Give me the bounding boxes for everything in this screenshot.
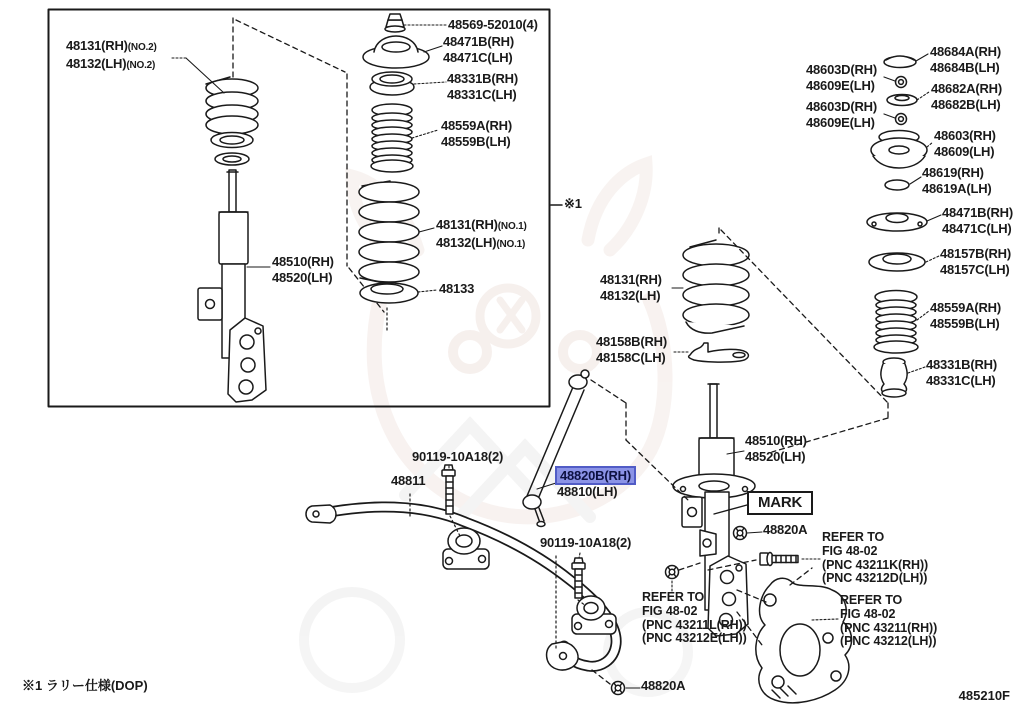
steering-knuckle (737, 568, 852, 703)
part-number-text[interactable]: 48158B(RH) (596, 334, 667, 349)
part-label-48559-right[interactable] (930, 300, 1001, 331)
refer-note-43211k (822, 531, 928, 586)
part-number-text[interactable]: 48471B(RH) (443, 34, 514, 49)
part-number-text[interactable]: 48559B(LH) (930, 315, 1000, 331)
label-line (930, 300, 1001, 316)
part-number-text[interactable]: 48132(LH) (600, 287, 661, 303)
label-line (443, 50, 514, 66)
label-line (822, 545, 928, 559)
footnote-rally-spec: ※1 ラリー仕様(DOP) (22, 678, 148, 693)
part-label-48603d-1[interactable] (806, 62, 877, 93)
refer-note-43211 (840, 594, 937, 649)
label-line (436, 217, 527, 235)
label-line (922, 165, 992, 181)
label-line (806, 62, 877, 78)
part-label-90119-left[interactable] (412, 449, 503, 465)
part-number-text[interactable]: 48603D(RH) (806, 99, 877, 114)
label-line (930, 60, 1001, 76)
label-line (806, 78, 877, 94)
part-label-48331-box[interactable] (447, 71, 518, 102)
part-label-48603d-2[interactable] (806, 99, 877, 130)
part-number-text[interactable]: 48559A(RH) (441, 118, 512, 133)
part-number-text[interactable]: 48157C(LH) (940, 261, 1010, 277)
label-line (596, 334, 667, 350)
part-number-text: (PNC 43211L(RH)) (642, 617, 747, 632)
label-line (763, 522, 807, 538)
part-number-text[interactable]: 48331B(RH) (447, 71, 518, 86)
part-number-text[interactable]: 48131(RH) (436, 217, 498, 232)
part-number-text[interactable]: 48609(LH) (934, 143, 995, 159)
label-line (642, 632, 747, 646)
label-line (641, 678, 685, 694)
part-number-text[interactable]: 48133 (439, 281, 475, 296)
figure-number: 485210F (958, 688, 1010, 703)
label-line (931, 97, 1002, 113)
part-label-48619[interactable] (922, 165, 992, 196)
part-label-48131-no2[interactable] (66, 38, 157, 73)
part-label-48820a-lower[interactable] (641, 678, 685, 694)
label-line (930, 316, 1001, 332)
label-line (441, 134, 512, 150)
part-number-text[interactable]: 48510(RH) (745, 433, 807, 448)
part-number-text[interactable]: 48520(LH) (272, 269, 333, 285)
label-line (922, 181, 992, 197)
part-number-text[interactable]: 48619(RH) (922, 165, 984, 180)
part-number-text[interactable]: 48331C(LH) (926, 372, 996, 388)
label-line (926, 373, 997, 389)
label-line (942, 221, 1013, 237)
part-number-text[interactable]: 48820B(RH) (557, 468, 634, 483)
part-number-text[interactable]: 48820A (641, 678, 686, 693)
label-line (557, 468, 634, 484)
label-line (642, 591, 747, 605)
part-number-text: (PNC 43212E(LH)) (642, 631, 747, 646)
part-label-48510-center[interactable] (745, 433, 807, 464)
part-number-text[interactable]: 48132(LH) (66, 55, 127, 71)
label-line (806, 99, 877, 115)
label-line (540, 535, 631, 551)
label-line (596, 350, 667, 366)
label-line (391, 473, 425, 489)
part-label-48157[interactable] (940, 246, 1011, 277)
part-number-text[interactable]: 48131(RH) (66, 38, 128, 53)
label-line (758, 493, 802, 513)
label-line (447, 71, 518, 87)
reference-marker-1 (564, 196, 582, 212)
part-number-text[interactable]: 90119-10A18(2) (540, 535, 632, 550)
part-number-text[interactable]: 48331B(RH) (926, 357, 997, 372)
part-number-text[interactable]: 48157B(RH) (940, 246, 1011, 261)
part-number-text[interactable]: 48811 (391, 473, 426, 488)
part-number-text: MARK (758, 494, 803, 511)
part-number-text: (PNC 43212(LH)) (840, 634, 937, 649)
part-label-48133[interactable] (439, 281, 474, 297)
part-number-text[interactable]: 48131(RH) (600, 272, 662, 287)
part-number-text[interactable]: 48569-52010(4) (448, 17, 538, 32)
part-number-text[interactable]: 48684A(RH) (930, 44, 1001, 59)
label-line (934, 144, 996, 160)
label-line (934, 128, 996, 144)
part-number-text[interactable]: 48682A(RH) (931, 81, 1002, 96)
part-number-text: ※1 (564, 196, 582, 211)
part-label-48510-box[interactable] (272, 254, 334, 285)
label-line (447, 87, 518, 103)
part-number-text[interactable]: 48471C(LH) (443, 49, 513, 65)
part-number-text: FIG 48-02 (840, 606, 896, 621)
part-number-text: REFER TO (840, 593, 903, 607)
center-coil-spring (672, 240, 749, 362)
part-label-48820b-selected[interactable] (557, 468, 634, 499)
part-number-text: (PNC 43212D(LH)) (822, 571, 928, 586)
label-line (931, 81, 1002, 97)
bushing-bracket-2 (572, 596, 616, 634)
label-line (272, 270, 334, 286)
part-number-qualifier: (NO.1) (497, 221, 527, 232)
part-label-48603[interactable] (934, 128, 996, 159)
label-line (840, 608, 937, 622)
strut-assembly-left (198, 77, 266, 402)
label-line (439, 281, 474, 297)
part-label-48471-box[interactable] (443, 34, 514, 65)
part-number-qualifier: (NO.1) (496, 238, 526, 250)
part-number-text[interactable]: 48559B(LH) (441, 133, 511, 149)
label-line (448, 17, 538, 33)
part-number-text: REFER TO (822, 530, 885, 544)
part-number-text[interactable]: 48158C(LH) (596, 349, 666, 365)
label-line (840, 635, 937, 649)
part-number-text[interactable]: 48619A(LH) (922, 180, 992, 196)
part-label-48811[interactable] (391, 473, 425, 489)
part-number-text[interactable]: 48609E(LH) (806, 114, 875, 130)
part-number-text[interactable]: 48331C(LH) (447, 86, 517, 102)
refer-note-43211l (642, 591, 747, 646)
label-line (66, 38, 157, 56)
guide-spring-to-stack (719, 228, 888, 452)
part-label-48158[interactable] (596, 334, 667, 365)
support-parts-stack-box (359, 14, 429, 303)
part-number-text: (PNC 43211K(RH)) (822, 557, 929, 572)
part-number-text[interactable]: 48132(LH) (436, 234, 497, 250)
part-number-text[interactable]: 48684B(LH) (930, 59, 1000, 75)
label-line (942, 205, 1013, 221)
label-line (745, 433, 807, 449)
support-parts-stack-right (867, 54, 941, 397)
label-line (412, 449, 503, 465)
part-number-qualifier: (NO.2) (127, 42, 157, 53)
part-number-text[interactable]: 48471C(LH) (942, 220, 1012, 236)
part-number-text[interactable]: 48559A(RH) (930, 300, 1001, 315)
part-number-text[interactable]: 48810(LH) (557, 483, 618, 499)
label-line (940, 262, 1011, 278)
part-number-text[interactable]: 48510(RH) (272, 254, 334, 269)
part-number-text[interactable]: 48820A (763, 522, 808, 537)
part-number-text[interactable]: 48603(RH) (934, 128, 996, 143)
part-number-text[interactable]: 90119-10A18(2) (412, 449, 504, 464)
label-line (822, 531, 928, 545)
label-line (926, 357, 997, 373)
part-number-text[interactable]: 48471B(RH) (942, 205, 1013, 220)
label-line (557, 484, 634, 500)
label-line (822, 559, 928, 573)
label-line (66, 56, 157, 74)
label-line (443, 34, 514, 50)
label-line (806, 115, 877, 131)
part-label-48682[interactable] (931, 81, 1002, 112)
part-number-text: FIG 48-02 (822, 543, 878, 558)
part-label-90119-right[interactable] (540, 535, 631, 551)
label-line (272, 254, 334, 270)
label-line (822, 572, 928, 586)
label-line (441, 118, 512, 134)
label-line (840, 622, 937, 636)
label-line (940, 246, 1011, 262)
part-number-text[interactable]: 48603D(RH) (806, 62, 877, 77)
label-line (840, 594, 937, 608)
part-label-48684[interactable] (930, 44, 1001, 75)
part-label-48569[interactable] (448, 17, 538, 33)
label-line (564, 196, 582, 212)
mark-callout (747, 491, 813, 515)
part-label-48131-center[interactable] (600, 272, 662, 303)
part-number-qualifier: (NO.2) (126, 59, 156, 71)
part-number-text: (PNC 43211(RH)) (840, 620, 938, 635)
label-line (642, 619, 747, 633)
part-number-text[interactable]: 48520(LH) (745, 448, 806, 464)
part-number-text[interactable]: 48609E(LH) (806, 77, 875, 93)
part-label-48331-right[interactable] (926, 357, 997, 388)
part-label-48471-right[interactable] (942, 205, 1013, 236)
part-number-text: REFER TO (642, 590, 705, 604)
part-label-48559-box[interactable] (441, 118, 512, 149)
label-line (600, 272, 662, 288)
label-line (436, 235, 527, 253)
part-label-48820a-upper[interactable] (763, 522, 807, 538)
label-line (600, 288, 662, 304)
label-line (745, 449, 807, 465)
part-label-48131-no1[interactable] (436, 217, 527, 252)
label-line (930, 44, 1001, 60)
part-number-text[interactable]: 48682B(LH) (931, 96, 1001, 112)
part-number-text: FIG 48-02 (642, 603, 698, 618)
label-line (642, 605, 747, 619)
